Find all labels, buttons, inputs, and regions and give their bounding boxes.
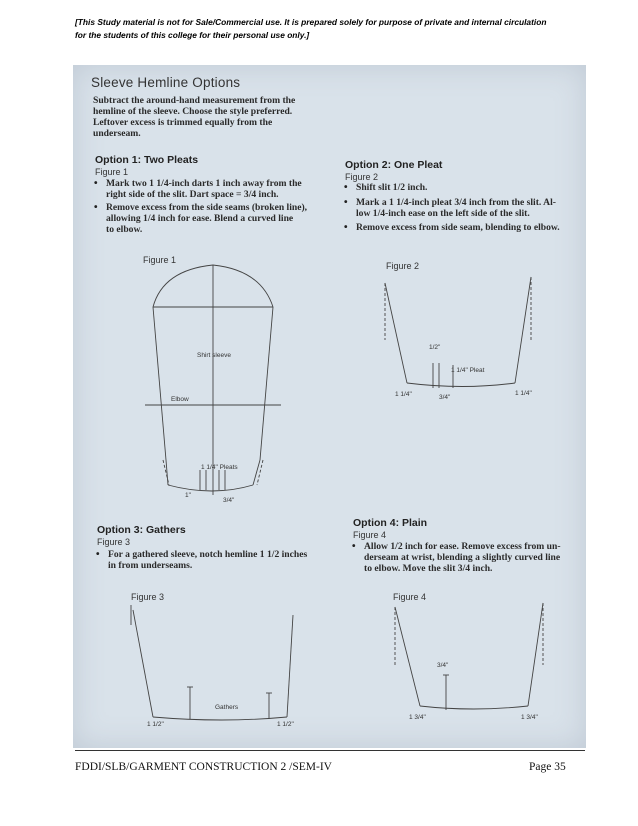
figure1-label-one: 1" (185, 492, 191, 499)
figure1-label-elbow: Elbow (171, 396, 189, 403)
page-number: Page 35 (529, 761, 566, 773)
intro-line-3: Leftover excess is trimmed equally from the (93, 117, 273, 128)
option2-bullet3-line1: Remove excess from side seam, blending to elbow. (356, 222, 560, 233)
bullet-icon: • (352, 541, 356, 552)
figure1-label-three-quarter: 3/4" (223, 497, 235, 504)
option2-figure-ref: Figure 2 (345, 172, 379, 182)
figure2-label-right: 1 1/4" (515, 390, 532, 397)
bullet-icon: • (96, 549, 100, 560)
figure3-label-right: 1 1/2" (277, 721, 294, 728)
footer-rule (75, 750, 585, 751)
option1-figure-ref: Figure 1 (95, 167, 129, 177)
book-page-photo (73, 65, 586, 748)
figure3-caption: Figure 3 (131, 592, 165, 602)
bullet-icon: • (344, 222, 348, 233)
option4-heading: Option 4: Plain (353, 517, 428, 529)
option3-bullet1-line2: in from underseams. (108, 560, 193, 571)
option3-figure-ref: Figure 3 (97, 537, 131, 547)
option4-bullet1-line2: derseam at wrist, blending a slightly curved line (364, 552, 561, 563)
figure4-label-mid: 3/4" (437, 662, 449, 669)
figure4-caption: Figure 4 (393, 592, 427, 602)
option2-bullet2-line1: Mark a 1 1/4-inch pleat 3/4 inch from the slit. Al- (356, 197, 556, 208)
figure2-label-pleat: 1 1/4" Pleat (451, 367, 485, 374)
disclaimer-line-2: for the students of this college for their personal use only.] (75, 30, 310, 40)
figure3-label-gathers: Gathers (215, 704, 239, 711)
figure1-caption: Figure 1 (143, 255, 177, 265)
figure3-label-left: 1 1/2" (147, 721, 164, 728)
page-title: Sleeve Hemline Options (91, 75, 241, 90)
figure2-label-half: 1/2" (429, 344, 441, 351)
option2-bullet1-line1: Shift slit 1/2 inch. (356, 182, 428, 193)
option4-figure-ref: Figure 4 (353, 530, 387, 540)
intro-line-1: Subtract the around-hand measurement from the (93, 95, 296, 106)
option1-bullet2-line2: allowing 1/4 inch for ease. Blend a curved line (106, 213, 294, 224)
bullet-icon: • (344, 182, 348, 193)
figure4-label-right: 1 3/4" (521, 714, 538, 721)
figure2-caption: Figure 2 (386, 261, 420, 271)
figure1-label-shirt-sleeve: Shirt sleeve (197, 352, 231, 359)
disclaimer-line-1: [This Study material is not for Sale/Commercial use. It is prepared solely for purpose of private and internal circulation (75, 17, 547, 27)
option1-bullet1-line1: Mark two 1 1/4-inch darts 1 inch away from the (106, 178, 302, 189)
intro-line-4: underseam. (93, 128, 141, 139)
option3-bullet1-line1: For a gathered sleeve, notch hemline 1 1/2 inches (108, 549, 308, 560)
option1-heading: Option 1: Two Pleats (95, 154, 199, 166)
option1-bullet2-line3: to elbow. (106, 224, 143, 235)
intro-line-2: hemline of the sleeve. Choose the style preferred. (93, 106, 293, 117)
disclaimer (75, 16, 575, 42)
option4-bullet1-line3: to elbow. Move the slit 3/4 inch. (364, 563, 493, 574)
option1-bullet2-line1: Remove excess from the side seams (broken line), (106, 202, 308, 213)
bullet-icon: • (94, 178, 98, 189)
option2-heading: Option 2: One Pleat (345, 159, 443, 171)
bullet-icon: • (344, 197, 348, 208)
figure4-plain-drawing (73, 65, 586, 748)
option3-heading: Option 3: Gathers (97, 524, 186, 536)
figure4-label-left: 1 3/4" (409, 714, 426, 721)
figure2-label-mid: 3/4" (439, 394, 451, 401)
bullet-icon: • (94, 202, 98, 213)
option2-bullet2-line2: low 1/4-inch ease on the left side of the slit. (356, 208, 530, 219)
figure1-label-pleats: 1 1/4" Pleats (201, 464, 238, 471)
figure2-label-left: 1 1/4" (395, 391, 412, 398)
option1-bullet1-line2: right side of the slit. Dart space = 3/4 inch. (106, 189, 279, 200)
option4-bullet1-line1: Allow 1/2 inch for ease. Remove excess from un- (364, 541, 561, 552)
footer-course-code: FDDI/SLB/GARMENT CONSTRUCTION 2 /SEM-IV (75, 761, 332, 773)
